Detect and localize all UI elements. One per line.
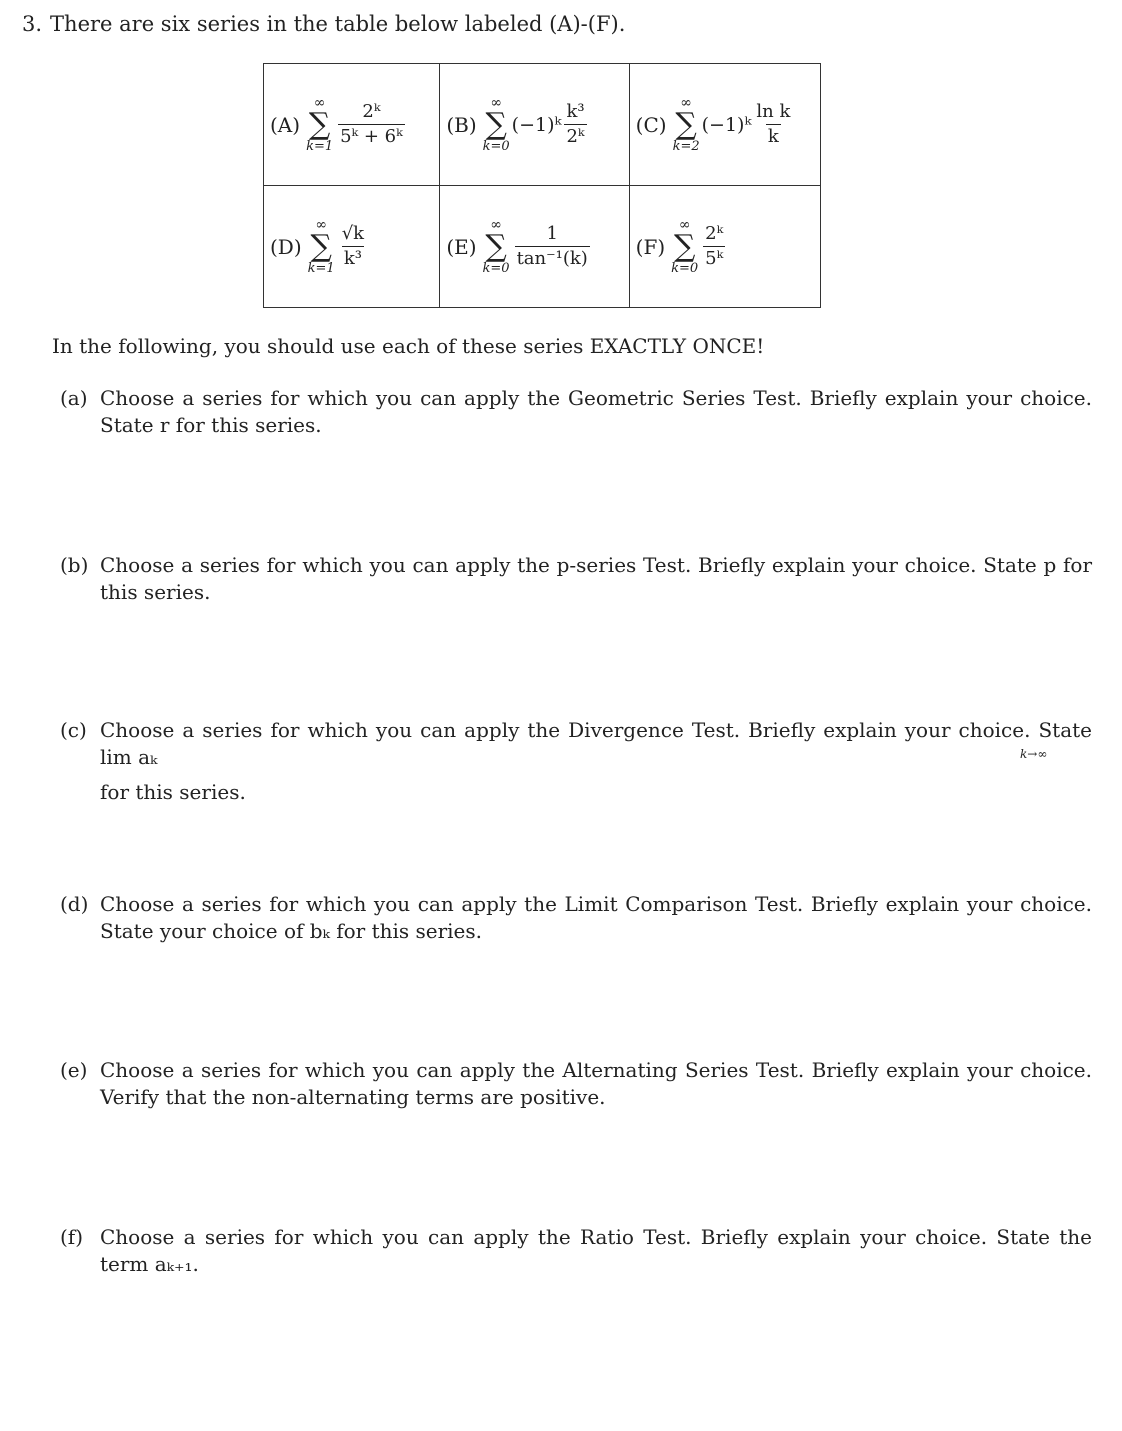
fraction: $\frac{√k}{\text{k³}}$ <box>341 223 365 269</box>
part-text-continued: for this series. <box>100 780 246 804</box>
series-label: (B) <box>446 112 477 137</box>
part-f <box>60 1224 1092 1278</box>
part-text: Choose a series for which you can apply the Limit Comparison Test. Briefly explain your choice. State your choice of bₖ for this series. <box>100 892 1092 943</box>
part-text: Choose a series for which you can apply the p-series Test. Briefly explain your choice. State p for this series. <box>100 553 1092 604</box>
part-a <box>60 385 1092 439</box>
sign-factor: (−1)ᵏ <box>511 113 562 136</box>
series-cell-a <box>264 64 440 186</box>
instructions: In the following, you should use each of these series EXACTLY ONCE! <box>52 334 765 358</box>
series-cell-b <box>440 64 629 186</box>
series-cell-d <box>264 186 440 308</box>
part-label: (c) <box>60 718 87 742</box>
fraction: $\frac{\text{ln k}}{k}$ <box>756 101 791 147</box>
series-label: (C) <box>635 112 667 137</box>
part-label: (f) <box>60 1225 84 1249</box>
part-text: Choose a series for which you can apply the Ratio Test. Briefly explain your choice. State the term aₖ₊₁. <box>100 1225 1092 1276</box>
fraction: $\frac{1}{\text{tan⁻¹(k)}}$ <box>516 223 588 269</box>
summation: ∞ ∑ k=0 <box>482 95 510 154</box>
summation: ∞ ∑ k=1 <box>306 95 334 154</box>
part-text-main: Choose a series for which you can apply the Divergence Test. Briefly explain your choice. State lim aₖ <box>100 718 1092 769</box>
part-d <box>60 891 1092 945</box>
series-cell-c <box>629 64 820 186</box>
question-header <box>22 12 625 36</box>
part-text: Choose a series for which you can apply the Geometric Series Test. Briefly explain your choice. State r for this series. <box>100 386 1092 437</box>
summation: ∞ ∑ k=0 <box>671 217 699 276</box>
summation: ∞ ∑ k=1 <box>307 217 335 276</box>
fraction: $\frac{\text{2ᵏ}}{\text{5ᵏ}}$ <box>705 223 724 269</box>
part-c <box>60 717 1092 806</box>
sign-factor: (−1)ᵏ <box>701 113 752 136</box>
summation: ∞ ∑ k=0 <box>482 217 510 276</box>
question-text: There are six series in the table below labeled (A)-(F). <box>50 12 626 36</box>
limit-subscript: k→∞ <box>1020 747 1048 761</box>
part-label: (a) <box>60 386 88 410</box>
fraction: $\frac{\text{2ᵏ}}{\text{5ᵏ + 6ᵏ}}$ <box>340 101 403 147</box>
series-label: (E) <box>446 234 477 259</box>
part-text <box>100 717 1092 771</box>
part-e <box>60 1057 1092 1111</box>
part-label: (e) <box>60 1058 88 1082</box>
series-label: (F) <box>635 234 666 259</box>
series-label: (A) <box>270 112 301 137</box>
fraction: $\frac{\text{k³}}{\text{2ᵏ}}$ <box>566 101 585 147</box>
series-table <box>263 63 821 308</box>
part-text: Choose a series for which you can apply the Alternating Series Test. Briefly explain your choice. Verify that the non-alternating terms are positive. <box>100 1058 1092 1109</box>
part-label: (d) <box>60 892 89 916</box>
summation: ∞ ∑ k=2 <box>672 95 700 154</box>
series-cell-e <box>440 186 629 308</box>
part-label: (b) <box>60 553 89 577</box>
part-b <box>60 552 1092 606</box>
question-number: 3. <box>22 12 43 36</box>
series-cell-f <box>629 186 820 308</box>
series-label: (D) <box>270 234 302 259</box>
